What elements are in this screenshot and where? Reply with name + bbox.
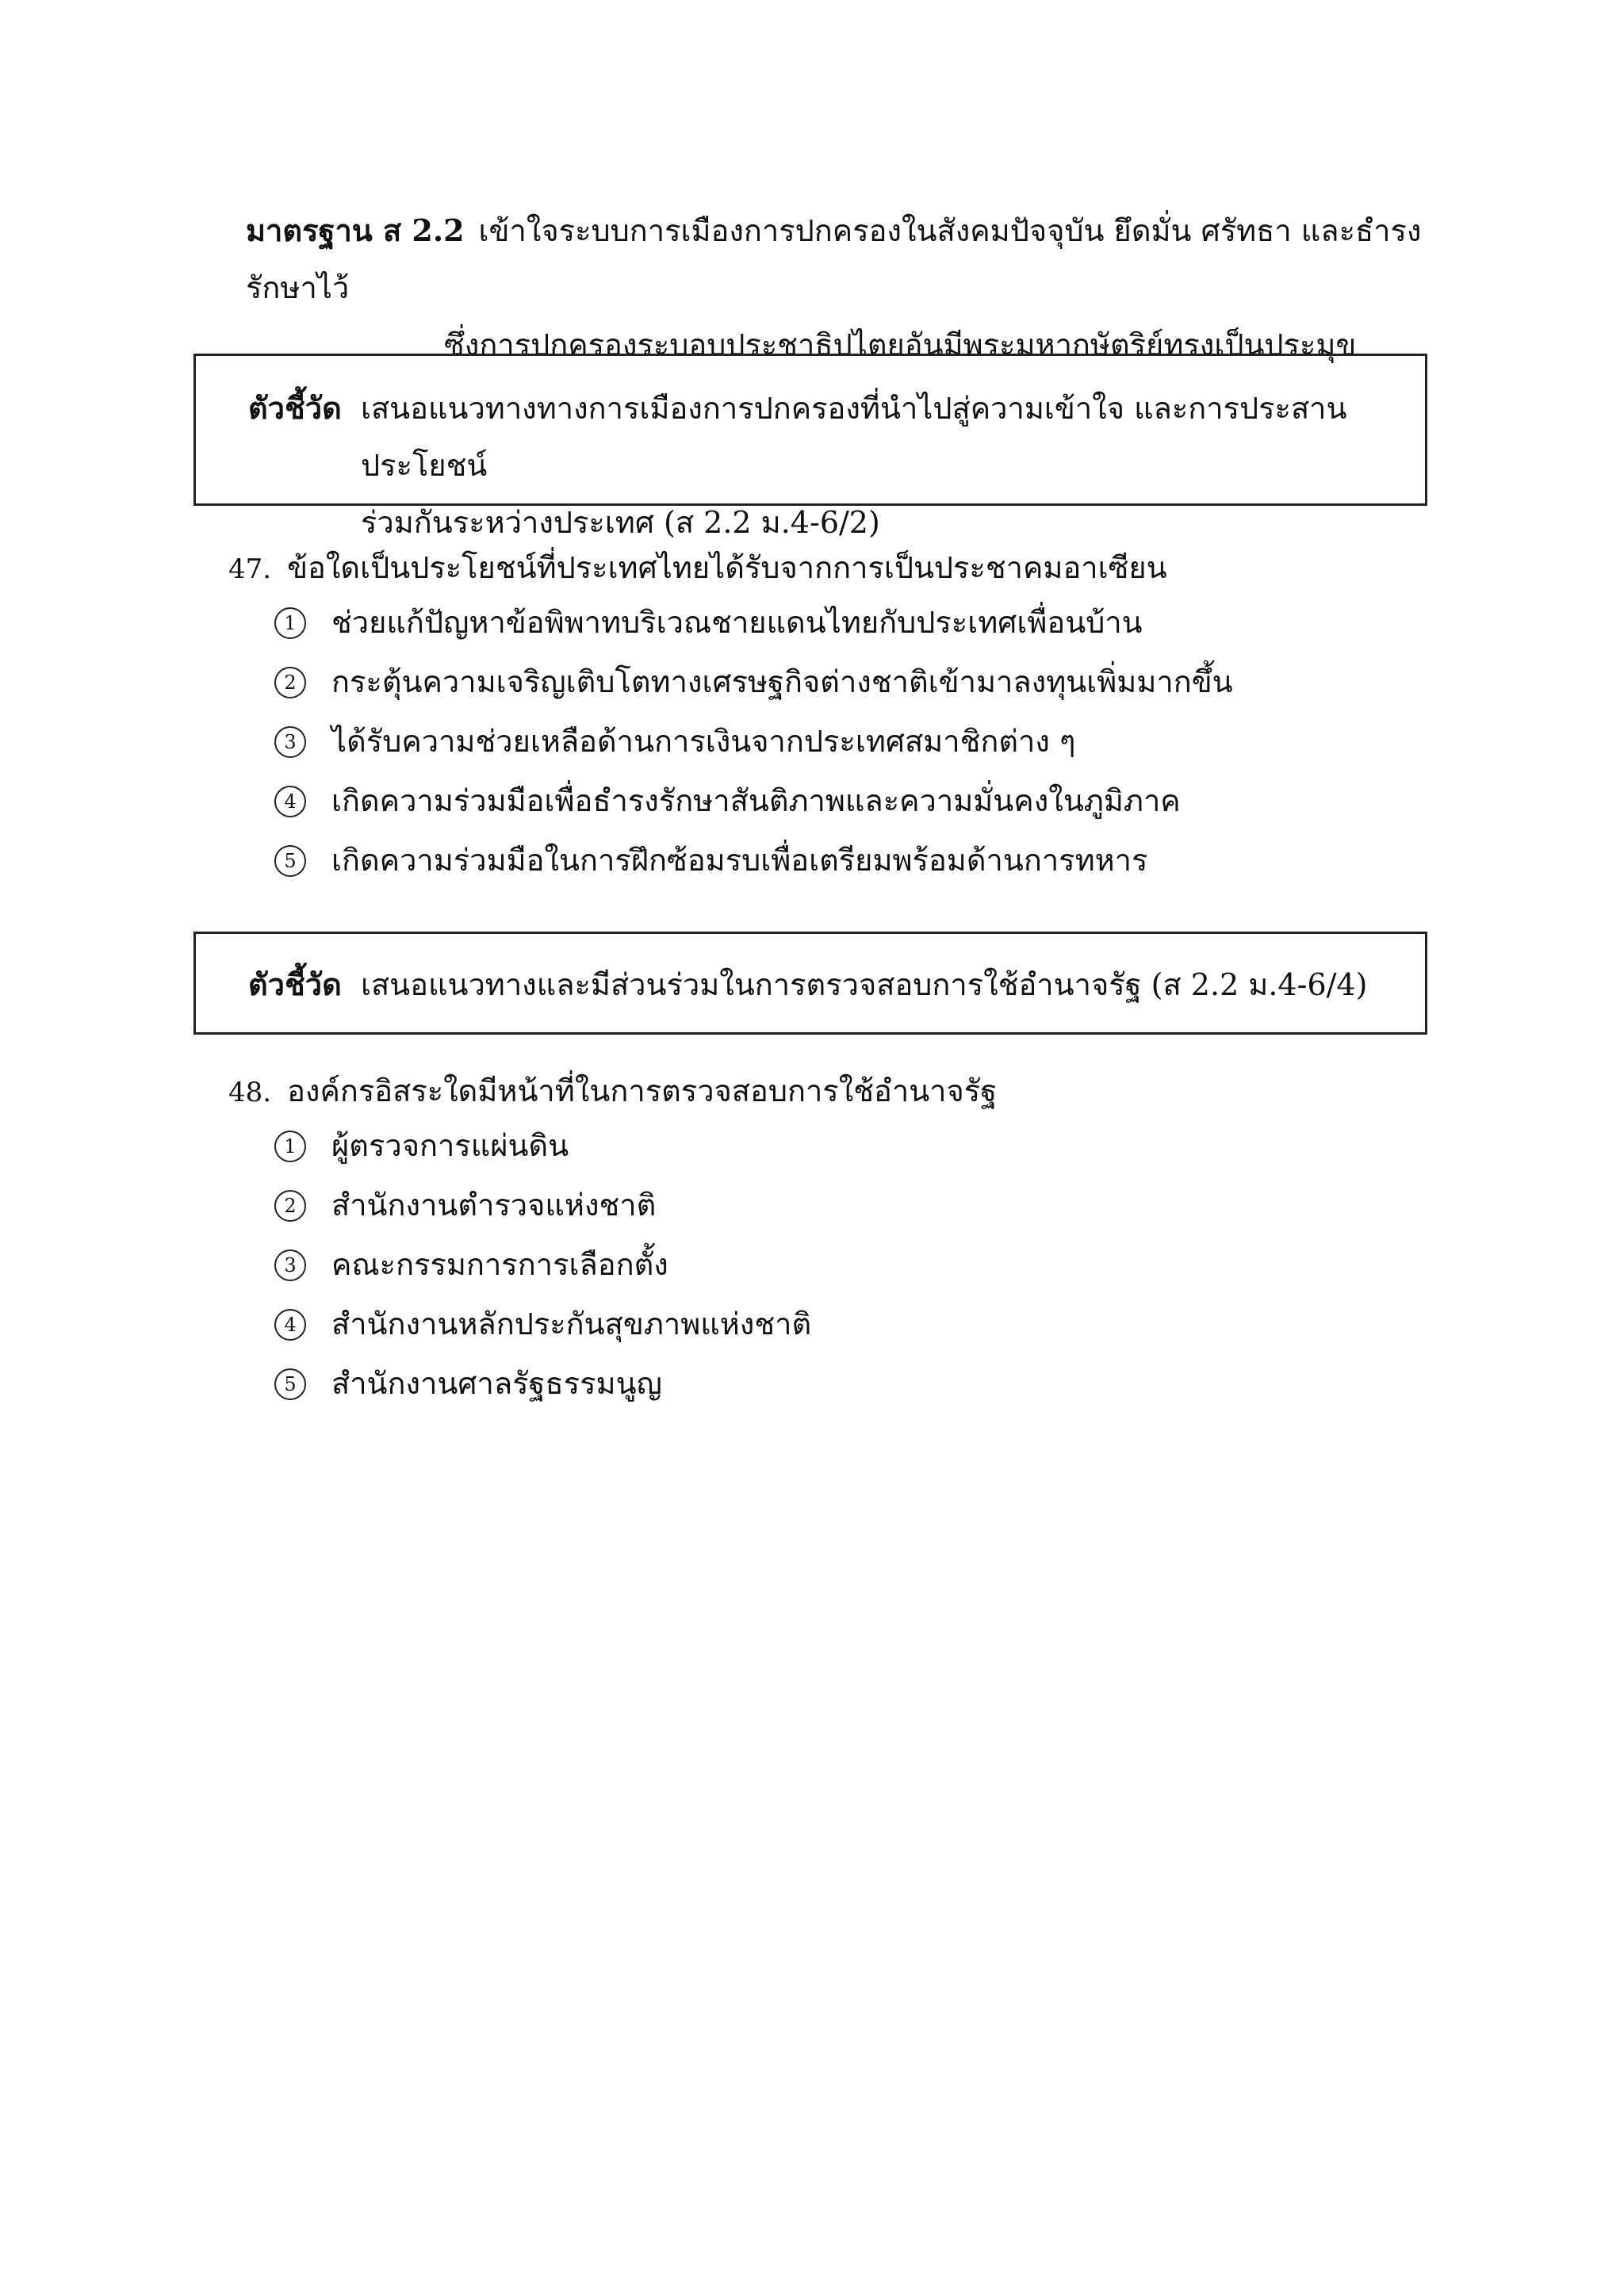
answer-option-3[interactable] — [274, 712, 1418, 771]
option-text: สำนักงานศาลรัฐธรรมนูญ — [331, 1366, 662, 1401]
indicator-text-1: เสนอแนวทางทางการเมืองการปกครองที่นำไปสู่ความเข้าใจ และการประสานประโยชน์ — [361, 391, 1347, 483]
indicator-box-1 — [193, 354, 1427, 540]
option-text: ช่วยแก้ปัญหาข้อพิพาทบริเวณชายแดนไทยกับประเทศเพื่อนบ้าน — [331, 605, 1143, 640]
option-number-circle: 1 — [274, 607, 306, 639]
indicator-box-2 — [193, 932, 1427, 1035]
answer-option-2[interactable] — [274, 1176, 1418, 1235]
answer-option-5[interactable] — [274, 831, 1418, 890]
option-text: ผู้ตรวจการแผ่นดิน — [331, 1128, 569, 1163]
answer-options — [274, 1116, 1418, 1414]
answer-option-4[interactable] — [274, 771, 1418, 831]
question-number: 48. — [228, 1077, 272, 1108]
option-number-circle: 3 — [274, 726, 306, 758]
option-text: ได้รับความช่วยเหลือด้านการเงินจากประเทศสมาชิกต่าง ๆ — [331, 724, 1076, 759]
option-text: สำนักงานตำรวจแห่งชาติ — [331, 1188, 657, 1223]
answer-option-1[interactable] — [274, 593, 1418, 652]
answer-option-1[interactable] — [274, 1116, 1418, 1176]
standard-text-1: เข้าใจระบบการเมืองการปกครองในสังคมปัจจุบัน ยึดมั่น ศรัทธา และธำรงรักษาไว้ — [246, 213, 1422, 305]
answer-options — [274, 593, 1418, 890]
question-text: องค์กรอิสระใดมีหน้าที่ในการตรวจสอบการใช้อำนาจรัฐ — [287, 1073, 998, 1108]
question-number: 47. — [228, 553, 272, 585]
option-number-circle: 4 — [274, 1309, 306, 1341]
learning-standard — [246, 202, 1435, 373]
option-text: เกิดความร่วมมือเพื่อธำรงรักษาสันติภาพและความมั่นคงในภูมิภาค — [331, 783, 1181, 818]
standard-label: มาตรฐาน ส 2.2 — [246, 212, 465, 248]
indicator-label: ตัวชี้วัด — [248, 390, 342, 426]
answer-option-2[interactable] — [274, 652, 1418, 712]
option-number-circle: 5 — [274, 845, 306, 877]
option-text: กระตุ้นความเจริญเติบโตทางเศรษฐกิจต่างชาติเข้ามาลงทุนเพิ่มมากขึ้น — [331, 664, 1233, 699]
standard-text-2: ซึ่งการปกครองระบอบประชาธิปไตยอันมีพระมหากษัตริย์ทรงเป็นประมุข — [444, 327, 1357, 362]
option-text: เกิดความร่วมมือในการฝึกซ้อมรบเพื่อเตรียมพร้อมด้านการทหาร — [331, 843, 1148, 878]
option-number-circle: 5 — [274, 1368, 306, 1400]
question-47 — [228, 542, 1418, 890]
answer-option-3[interactable] — [274, 1235, 1418, 1295]
question-stem — [228, 542, 1418, 593]
option-number-circle: 4 — [274, 786, 306, 817]
indicator-text-2: ร่วมกันระหว่างประเทศ (ส 2.2 ม.4-6/2) — [361, 505, 880, 540]
standard-line-1 — [246, 202, 1435, 316]
option-number-circle: 2 — [274, 667, 306, 698]
option-number-circle: 3 — [274, 1249, 306, 1281]
question-stem — [228, 1066, 1418, 1116]
question-48 — [228, 1066, 1418, 1414]
option-text: คณะกรรมการการเลือกตั้ง — [331, 1247, 668, 1282]
answer-option-4[interactable] — [274, 1295, 1418, 1354]
question-text: ข้อใดเป็นประโยชน์ที่ประเทศไทยได้รับจากการเป็นประชาคมอาเซียน — [287, 550, 1167, 585]
option-text: สำนักงานหลักประกันสุขภาพแห่งชาติ — [331, 1307, 812, 1341]
answer-option-5[interactable] — [274, 1354, 1418, 1414]
indicator-label: ตัวชี้วัด — [248, 966, 342, 1002]
indicator-text-1: เสนอแนวทางและมีส่วนร่วมในการตรวจสอบการใช้อำนาจรัฐ (ส 2.2 ม.4-6/4) — [361, 967, 1368, 1002]
option-number-circle: 1 — [274, 1131, 306, 1162]
option-number-circle: 2 — [274, 1190, 306, 1222]
